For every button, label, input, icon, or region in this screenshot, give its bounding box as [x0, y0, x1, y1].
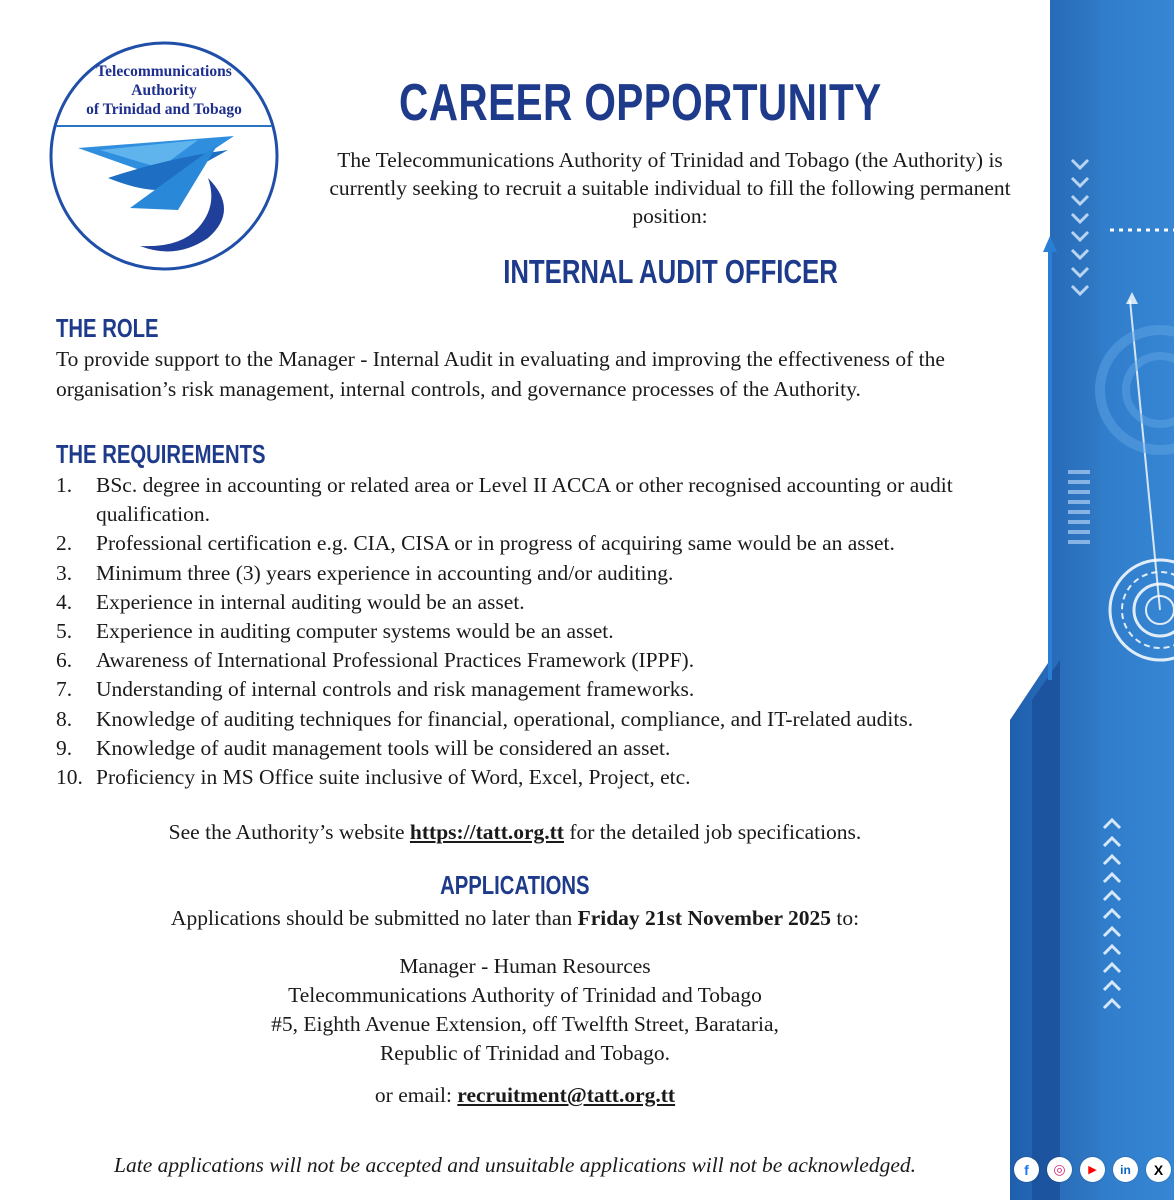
requirement-text: Experience in auditing computer systems would be an asset. [96, 619, 614, 644]
role-heading: THE ROLE [56, 313, 159, 343]
position-container [300, 250, 1040, 294]
requirement-item [56, 588, 1016, 617]
requirement-item [56, 763, 1016, 792]
position-title: INTERNAL AUDIT OFFICER [502, 253, 838, 290]
address-line-1: Manager - Human Resources [399, 954, 651, 978]
requirement-text: Proficiency in MS Office suite inclusive of Word, Excel, Project, etc. [96, 765, 691, 790]
requirement-text: BSc. degree in accounting or related area or Level II ACCA or other recognised accounting or audit qualification. [96, 473, 953, 527]
linkedin-icon[interactable]: in [1113, 1157, 1138, 1182]
deadline-line [0, 903, 1030, 933]
address-line-4: Republic of Trinidad and Tobago. [379, 1041, 671, 1065]
title-container [300, 72, 980, 134]
deadline-text-after: to: [830, 906, 860, 930]
logo-line-2: Authority [131, 82, 197, 99]
requirement-item [56, 617, 1016, 646]
requirement-text: Experience in internal auditing would be an asset. [96, 589, 525, 614]
facebook-icon[interactable]: f [1014, 1157, 1039, 1182]
requirement-number: 7. [56, 677, 73, 702]
intro-paragraph: The Telecommunications Authority of Trinidad and Tobago (the Authority) is currently seeking to recruit a suitable individual to fill the following permanent position: [329, 148, 1011, 228]
requirement-number: 5. [56, 619, 73, 644]
requirement-item [56, 675, 1016, 704]
side-decoration [1000, 0, 1174, 1200]
requirement-item [56, 471, 1016, 529]
logo-text [48, 62, 280, 119]
requirement-number: 9. [56, 735, 73, 760]
requirement-item [56, 705, 1016, 734]
email-line [0, 1080, 1050, 1110]
applications-heading: APPLICATIONS [440, 870, 590, 900]
website-text-after: for the detailed job specifications. [563, 820, 862, 844]
requirements-list [56, 471, 1016, 792]
requirement-item [56, 646, 1016, 675]
footer-note: Late applications will not be accepted and unsuitable applications will not be acknowledged. [114, 1153, 916, 1177]
social-icons [1014, 1157, 1171, 1182]
requirement-text: Minimum three (3) years experience in accounting and/or auditing. [96, 560, 674, 585]
website-link[interactable]: https://tatt.org.tt [409, 820, 564, 844]
youtube-icon[interactable]: ▶ [1080, 1157, 1105, 1182]
deadline-date: Friday 21st November 2025 [577, 906, 831, 930]
page-title: CAREER OPPORTUNITY [398, 74, 882, 132]
requirement-number: 8. [56, 706, 73, 731]
website-line [0, 817, 1030, 847]
address-line-2: Telecommunications Authority of Trinidad and Tobago [288, 983, 762, 1007]
requirement-item [56, 529, 1016, 558]
instagram-icon[interactable]: ◎ [1047, 1157, 1072, 1182]
requirement-number: 3. [56, 560, 73, 585]
requirement-text: Knowledge of audit management tools will be considered an asset. [96, 735, 671, 760]
requirement-number: 4. [56, 589, 73, 614]
requirement-text: Understanding of internal controls and risk management frameworks. [96, 677, 695, 702]
requirement-number: 2. [56, 531, 73, 556]
address-line-3: #5, Eighth Avenue Extension, off Twelfth Street, Barataria, [271, 1012, 779, 1036]
website-text-before: See the Authority’s website [168, 820, 410, 844]
email-link[interactable]: recruitment@tatt.org.tt [457, 1083, 676, 1107]
email-label: or email: [374, 1083, 458, 1107]
requirement-number: 1. [56, 473, 73, 497]
requirement-text: Awareness of International Professional Practices Framework (IPPF). [96, 648, 695, 673]
mailing-address [0, 952, 1050, 1068]
logo-line-1: Telecommunications [96, 63, 232, 80]
requirement-item [56, 734, 1016, 763]
requirement-text: Knowledge of auditing techniques for financial, operational, compliance, and IT-related audits. [96, 706, 914, 731]
requirement-number: 10. [56, 765, 83, 790]
deadline-text-before: Applications should be submitted no later than [170, 906, 578, 930]
applications-heading-container [0, 869, 1030, 901]
requirement-item [56, 559, 1016, 588]
role-description: To provide support to the Manager - Internal Audit in evaluating and improving the effectiveness of the organisation’s risk management, internal controls, and governance processes of the Authority. [56, 347, 945, 401]
logo-line-3: of Trinidad and Tobago [86, 101, 242, 118]
requirements-heading: THE REQUIREMENTS [56, 439, 266, 469]
tatt-logo [48, 40, 280, 272]
x-icon[interactable]: X [1146, 1157, 1171, 1182]
requirement-text: Professional certification e.g. CIA, CISA or in progress of acquiring same would be an asset. [96, 531, 895, 556]
requirement-number: 6. [56, 648, 73, 673]
